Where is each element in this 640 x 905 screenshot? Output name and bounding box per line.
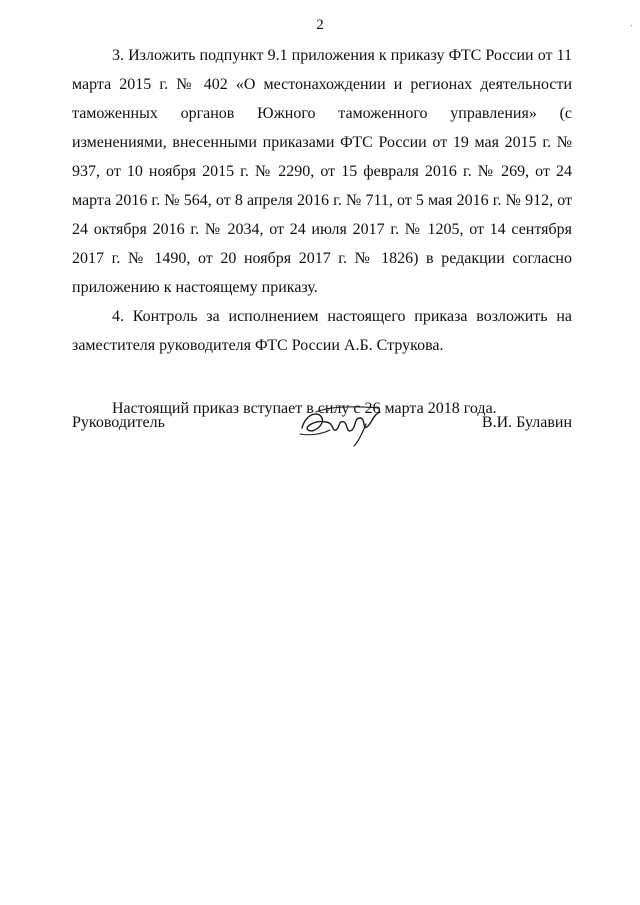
paragraph-item-3: 3. Изложить подпункт 9.1 приложения к приказу ФТС России от 11 марта 2015 г. № 402 «О местонахождении и регионах деятельности таможенных органов Южного таможенного управления» (с изменениями, внесенными приказами ФТС России от 19 мая 2015 г. № 937, от 10 ноября 2015 г. № 2290, от 15 февраля 2016 г. № 269, от 24 марта 2016 г. № 564, от 8 апреля 2016 г. № 711, от 5 мая 2016 г. № 912, от 24 октября 2016 г. № 2034, от 24 июля 2017 г. № 1205, от 14 сентября 2017 г. № 1490, от 20 ноября 2017 г. № 1826) в редакции согласно приложению к настоящему приказу. — [72, 47, 572, 296]
scan-dot — [631, 25, 632, 26]
signatory-name: В.И. Булавин — [481, 414, 572, 431]
handwritten-signature — [296, 400, 386, 450]
signatory-title: Руководитель — [72, 414, 165, 431]
paragraph-item-4: 4. Контроль за исполнением настоящего приказа возложить на заместителя руководителя ФТС России А.Б. Струкова. — [72, 308, 572, 354]
effective-date-statement: Настоящий приказ вступает в силу с 26 марта 2018 года. — [112, 400, 497, 417]
page-number: 2 — [316, 17, 324, 33]
document-body — [72, 41, 572, 423]
signature-block — [72, 410, 572, 450]
